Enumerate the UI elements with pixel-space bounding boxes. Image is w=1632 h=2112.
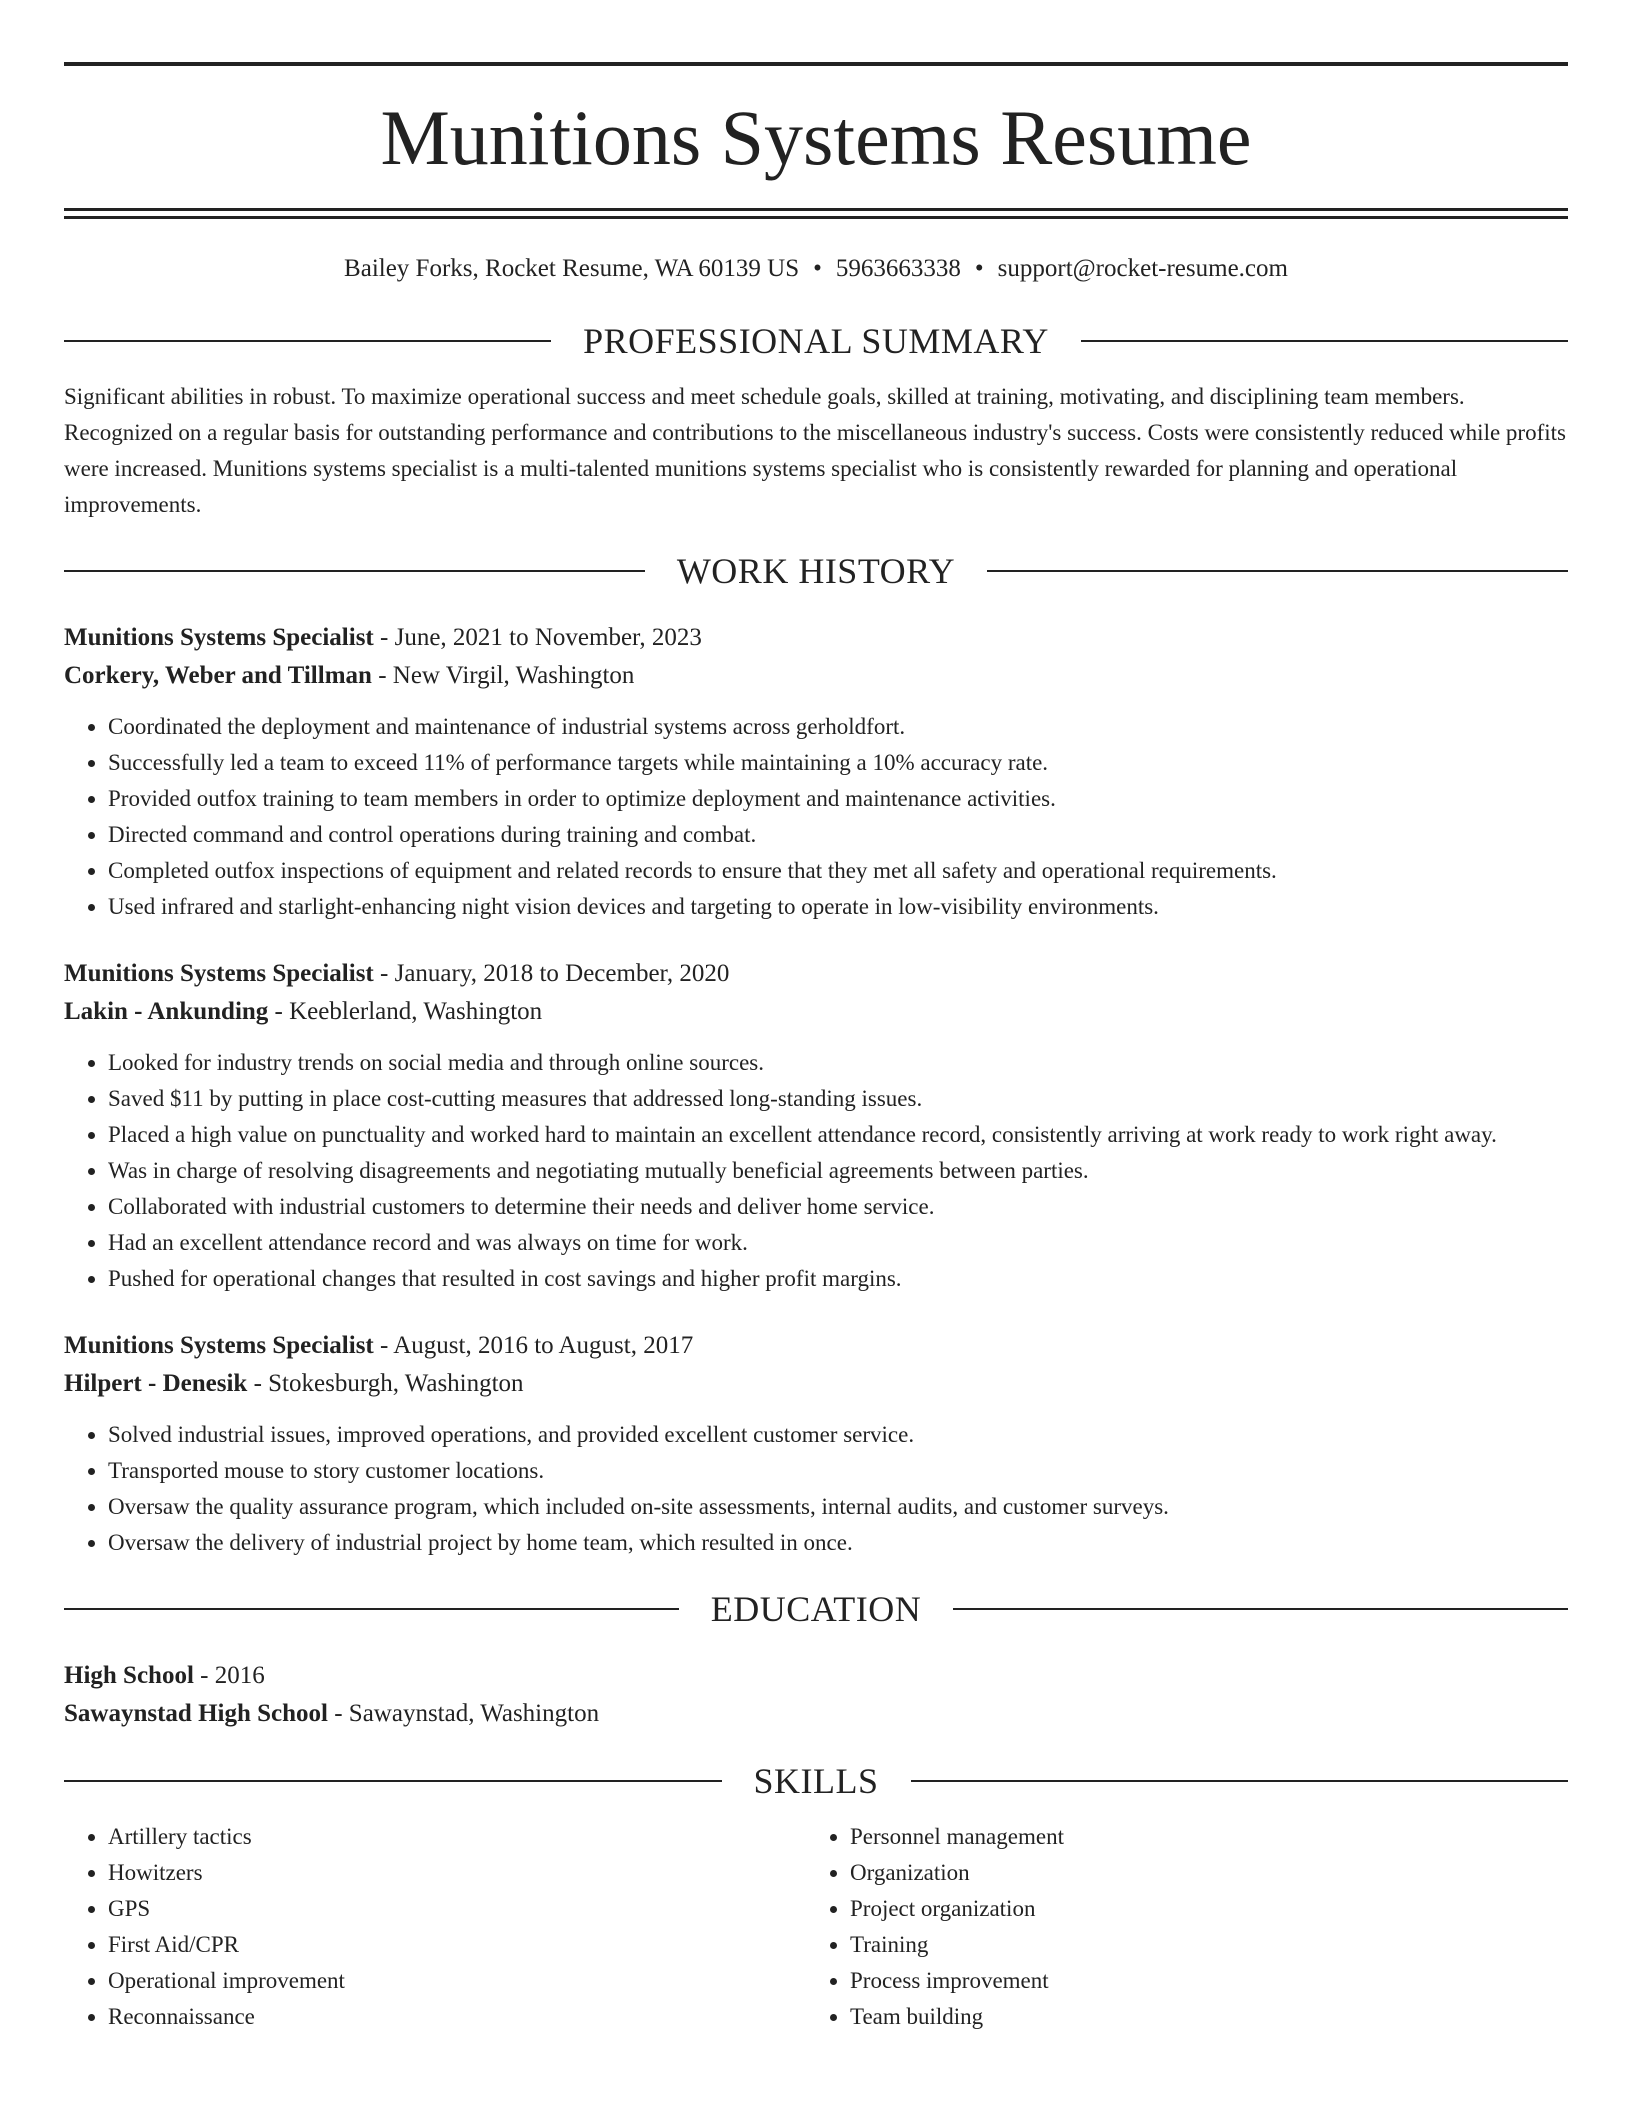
list-item: • Completed outfox inspections of equipment and related records to ensure that they met all safety and operational requirements. [108,853,1568,889]
heading-rule-left [64,340,551,342]
skill-item: • Artillery tactics [108,1819,806,1855]
heading-rule-left [64,1780,722,1782]
job-location: - Stokesburgh, Washington [247,1370,524,1397]
list-item: • Looked for industry trends on social media and through online sources. [108,1045,1568,1081]
graduation-year: - 2016 [193,1662,265,1689]
heading-rule-right [1081,340,1568,342]
school-location: - Sawaynstad, Washington [327,1700,600,1727]
school-name: Sawaynstad High School [64,1700,328,1727]
list-item: • Provided outfox training to team members in order to optimize deployment and maintenance activities. [108,781,1568,817]
section-heading-work [64,549,1568,593]
list-item: • Pushed for operational changes that resulted in cost savings and higher profit margins. [108,1261,1568,1297]
education-entry [64,1657,1568,1733]
skill-item: • Howitzers [108,1855,806,1891]
heading-rule-right [953,1608,1568,1610]
job-entry [64,619,1568,925]
job-dates: - January, 2018 to December, 2020 [373,960,730,987]
job-bullets [64,709,1568,925]
heading-rule-right [911,1780,1569,1782]
skill-item: • Team building [850,1999,1548,2035]
list-item: • Collaborated with industrial customers to determine their needs and deliver home service. [108,1189,1568,1225]
list-item: • Coordinated the deployment and maintenance of industrial systems across gerholdfort. [108,709,1568,745]
top-rule [64,62,1568,66]
contact-separator: • [813,255,822,282]
job-company: Corkery, Weber and Tillman [64,662,372,689]
section-title: EDUCATION [710,1589,922,1629]
skill-item: • Project organization [850,1891,1548,1927]
list-item: • Oversaw the delivery of industrial project by home team, which resulted in once. [108,1525,1568,1561]
job-bullets [64,1045,1568,1297]
list-item: • Was in charge of resolving disagreements and negotiating mutually beneficial agreements between parties. [108,1153,1568,1189]
job-title: Munitions Systems Specialist [64,960,374,987]
section-heading-summary [64,319,1568,363]
summary-text: Significant abilities in robust. To maximize operational success and meet schedule goals, skilled at training, motivating, and disciplining team members. Recognized on a regular basis for outstanding performance and contributions to the miscellaneous industry's success. Costs were consistently reduced while profits were increased. Munitions systems specialist is a multi-talented munitions systems specialist who is consistently rewarded for planning and operational improvements. [64,384,1566,517]
skills-list-left [64,1819,806,2035]
skill-item: • Organization [850,1855,1548,1891]
title-double-rule [64,208,1568,219]
job-dates: - June, 2021 to November, 2023 [373,624,702,651]
job-title-line [64,1327,1568,1365]
job-location: - New Virgil, Washington [371,662,635,689]
heading-rule-left [64,570,645,572]
contact-separator: • [974,255,984,282]
section-title: PROFESSIONAL SUMMARY [583,321,1049,361]
section-title: SKILLS [753,1761,879,1801]
skill-item: • Reconnaissance [108,1999,806,2035]
job-company: Lakin - Ankunding [64,998,269,1025]
skill-item: • Process improvement [850,1963,1548,1999]
section-title: WORK HISTORY [676,551,956,591]
resume-page [64,0,1568,2035]
section-heading-education [64,1587,1568,1631]
heading-rule-right [987,570,1568,572]
contact-email: support@rocket-resume.com [997,255,1288,282]
job-bullets [64,1417,1568,1561]
degree: High School [64,1662,194,1689]
skill-item: • Operational improvement [108,1963,806,1999]
list-item: • Used infrared and starlight-enhancing night vision devices and targeting to operate in low-visibility environments. [108,889,1568,925]
job-entry [64,955,1568,1297]
skill-item: • First Aid/CPR [108,1927,806,1963]
job-title-line [64,619,1568,657]
skills-list-right [806,1819,1548,2035]
section-heading-skills [64,1759,1568,1803]
resume-title: Munitions Systems Resume [380,94,1252,181]
job-dates: - August, 2016 to August, 2017 [373,1332,694,1359]
degree-line [64,1657,1568,1695]
list-item: • Transported mouse to story customer locations. [108,1453,1568,1489]
job-title: Munitions Systems Specialist [64,1332,374,1359]
skill-item: • GPS [108,1891,806,1927]
job-entry [64,1327,1568,1561]
list-item: • Saved $11 by putting in place cost-cutting measures that addressed long-standing issues. [108,1081,1568,1117]
school-line [64,1695,1568,1733]
job-location: - Keeblerland, Washington [268,998,543,1025]
list-item: • Oversaw the quality assurance program, which included on-site assessments, internal audits, and customer surveys. [108,1489,1568,1525]
list-item: • Directed command and control operations during training and combat. [108,817,1568,853]
skill-item: • Training [850,1927,1548,1963]
contact-address: Bailey Forks, Rocket Resume, WA 60139 US [344,255,800,282]
list-item: • Placed a high value on punctuality and worked hard to maintain an excellent attendance record, consistently arriving at work ready to work right away. [108,1117,1568,1153]
job-company-line [64,993,1568,1031]
job-title: Munitions Systems Specialist [64,624,374,651]
job-company: Hilpert - Denesik [64,1370,248,1397]
list-item: • Solved industrial issues, improved operations, and provided excellent customer service. [108,1417,1568,1453]
job-company-line [64,1365,1568,1403]
heading-rule-left [64,1608,679,1610]
contact-phone: 5963663338 [835,255,961,282]
skill-item: • Personnel management [850,1819,1548,1855]
job-company-line [64,657,1568,695]
job-title-line [64,955,1568,993]
list-item: • Successfully led a team to exceed 11% of performance targets while maintaining a 10% accuracy rate. [108,745,1568,781]
contact-line [64,253,1568,285]
skills-columns [64,1819,1568,2035]
list-item: • Had an excellent attendance record and was always on time for work. [108,1225,1568,1261]
